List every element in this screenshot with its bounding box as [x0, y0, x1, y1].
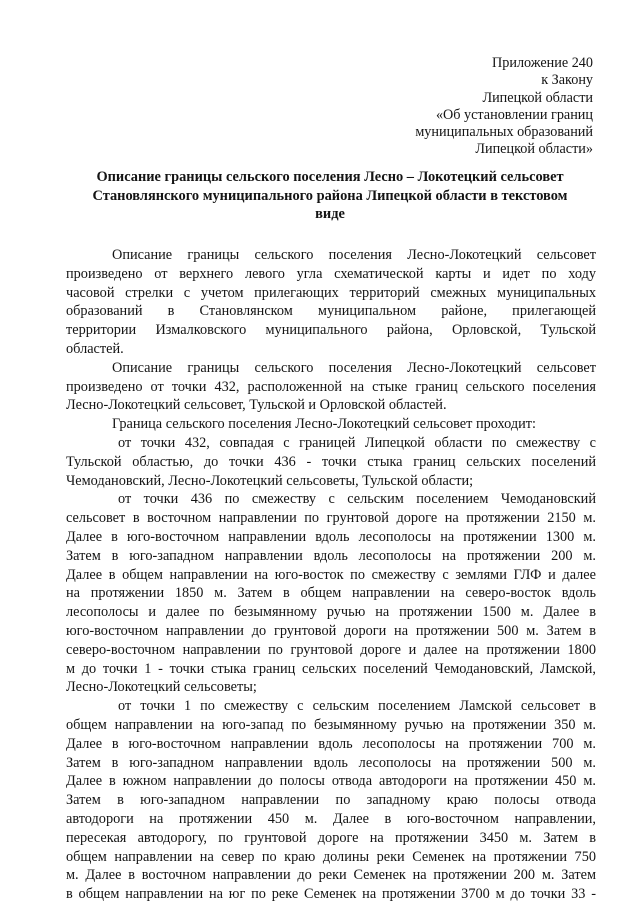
appendix-line: «Об установлении границ: [435, 106, 593, 123]
appendix-line: муниципальных образований: [415, 124, 593, 141]
body-line: северо-восточном направлении по грунтовой дороге и далее на протяжении 1800: [66, 641, 596, 658]
body-line: Затем в юго-западном направлении вдоль лесополосы на протяжении 500 м.: [66, 754, 596, 771]
title-line: виде: [315, 206, 345, 223]
body-line: Далее в общем направлении на юго-восток по смежеству с землями ГЛФ и далее: [66, 566, 596, 583]
body-line: пересекая автодорогу, по грунтовой дороге на протяжении 3450 м. Затем в: [66, 829, 596, 846]
body-line: автодороги на протяжении 450 м. Далее в юго-восточном направлении,: [66, 810, 596, 827]
body-line: лесополосы и далее по безымянному ручью на протяжении 1500 м. Далее в: [66, 604, 596, 621]
body-line: Лесно-Локотецкий сельсовет, Тульской и Орловской областей.: [66, 397, 447, 414]
body-line: произведено от точки 432, расположенной на стыке границ сельского поселения: [66, 378, 596, 395]
body-line: Далее в юго-восточном направлении вдоль лесополосы на протяжении 1300 м.: [66, 528, 596, 545]
body-line: Описание границы сельского поселения Лесно-Локотецкий сельсовет: [112, 247, 596, 263]
title-line: Описание границы сельского поселения Лесно – Локотецкий сельсовет: [96, 169, 564, 185]
body-line: от точки 436 по смежеству с сельским поселением Чемодановский: [118, 491, 596, 508]
body-line: Далее в юго-восточном направлении вдоль лесополосы на протяжении 700 м.: [66, 735, 596, 752]
body-line: юго-восточном направлении до грунтовой дороги на протяжении 500 м. Затем в: [66, 622, 596, 639]
body-line: Лесно-Локотецкий сельсоветы;: [66, 679, 257, 696]
body-line: областей.: [66, 340, 124, 357]
body-line: в общем направлении на юг по реке Семенек на протяжении 3700 м до точки 33 -: [66, 886, 596, 903]
appendix-line: Липецкой области: [482, 89, 593, 106]
body-line: территории Измалковского муниципального района, Орловской, Тульской: [66, 322, 596, 339]
body-line: от точки 432, совпадая с границей Липецкой области по смежеству с: [118, 434, 596, 451]
body-line: Далее в южном направлении до полосы отвода автодороги на протяжении 450 м.: [66, 773, 596, 790]
appendix-line: Приложение 240: [492, 55, 593, 71]
appendix-header: [415, 55, 593, 159]
body-line: Тульской областью, до точки 436 - точки стыка границ сельских поселений: [66, 453, 596, 470]
body-line: Граница сельского поселения Лесно-Локотецкий сельсовет проходит:: [112, 416, 537, 433]
body-line: общем направлении на север по краю долины реки Семенек на протяжении 750: [66, 848, 596, 865]
body-line: Затем в юго-западном направлении вдоль лесополосы на протяжении 200 м.: [66, 547, 596, 564]
body-line: м до точки 1 - точки стыка границ сельских поселений Чемодановский, Ламской,: [66, 660, 596, 677]
body-line: Затем в юго-западном направлении по западному краю полосы отвода: [66, 792, 596, 809]
body-line: общем направлении на юго-запад по безымянному ручью на протяжении 350 м.: [66, 716, 596, 733]
title-line: Становлянского муниципального района Липецкой области в текстовом: [92, 187, 568, 204]
appendix-line: к Закону: [541, 72, 593, 89]
body-line: Описание границы сельского поселения Лесно-Локотецкий сельсовет: [112, 359, 596, 376]
body-line: сельсовет в восточном направлении по грунтовой дороге на протяжении 2150 м.: [66, 510, 596, 527]
body-line: м. Далее в восточном направлении до реки Семенек на протяжении 200 м. Затем: [66, 867, 596, 884]
body-line: на протяжении 1850 м. Затем в общем направлении на северо-восток вдоль: [66, 585, 596, 602]
appendix-line: Липецкой области»: [475, 141, 593, 158]
document-body: [66, 246, 596, 904]
body-line: часовой стрелки с учетом прилегающих территорий смежных муниципальных: [66, 284, 596, 301]
body-line: произведено от верхнего левого угла схематической карты и идет по ходу: [66, 265, 596, 282]
body-line: Чемодановский, Лесно-Локотецкий сельсоветы, Тульской области;: [66, 472, 474, 489]
body-line: от точки 1 по смежеству с сельским поселением Ламской сельсовет в: [118, 698, 596, 715]
document-title: [60, 168, 600, 224]
body-line: образований в Становлянском муниципальном районе, прилегающей: [66, 303, 596, 320]
